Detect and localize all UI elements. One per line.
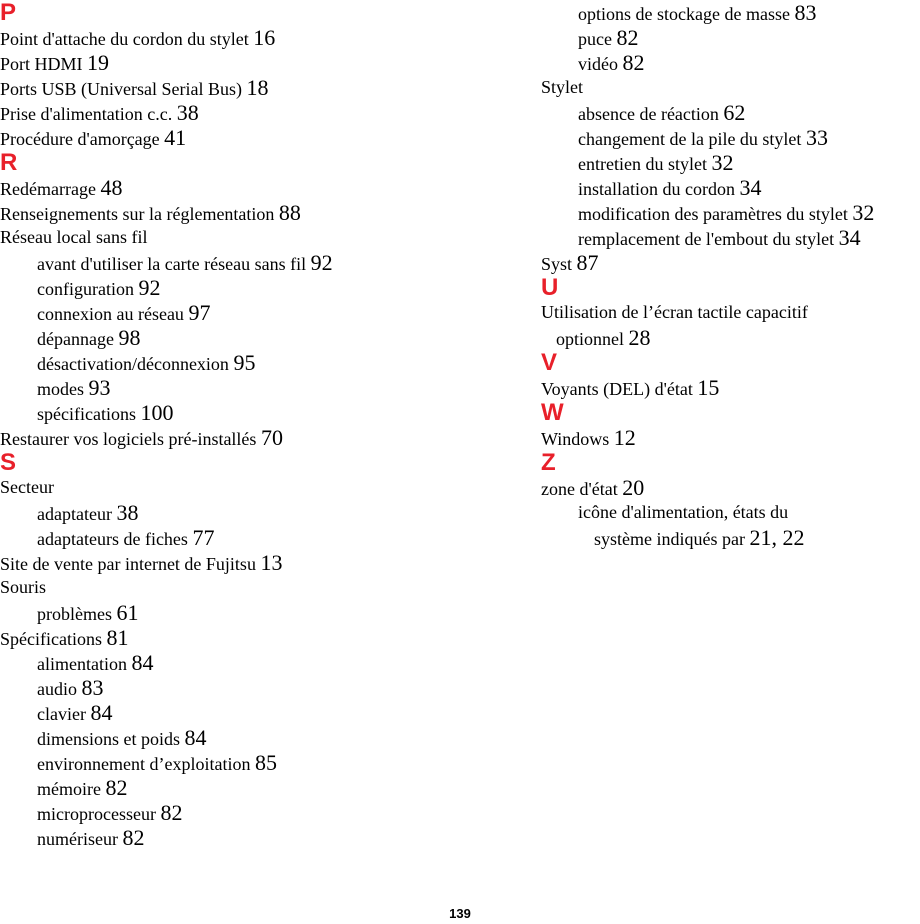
index-entry-label: Secteur <box>0 477 54 497</box>
index-entry-label: environnement d’exploitation <box>37 754 251 774</box>
index-entry-label: système indiqués par <box>594 529 745 549</box>
index-page-reference[interactable]: 84 <box>131 650 154 675</box>
index-subentry <box>0 675 440 700</box>
index-entry-label: Redémarrage <box>0 179 96 199</box>
index-subentry <box>0 325 440 350</box>
index-subentry <box>541 50 920 75</box>
index-subentry <box>0 350 440 375</box>
index-page-reference[interactable]: 15 <box>697 375 720 400</box>
index-subentry <box>0 750 440 775</box>
index-entry-label: numériseur <box>37 829 118 849</box>
index-page-reference[interactable]: 82 <box>122 825 145 850</box>
index-entry-label: changement de la pile du stylet <box>578 129 802 149</box>
index-subentry <box>0 275 440 300</box>
index-entry-label: modes <box>37 379 84 399</box>
index-page-reference[interactable]: 83 <box>81 675 104 700</box>
index-letter-heading: V <box>541 349 558 376</box>
index-entry <box>541 425 920 450</box>
index-entry-label: entretien du stylet <box>578 154 707 174</box>
index-page-reference[interactable]: 95 <box>233 350 256 375</box>
index-entry-label: puce <box>578 29 612 49</box>
index-entry-label: installation du cordon <box>578 179 735 199</box>
index-subentry <box>541 500 920 525</box>
index-entry <box>0 625 440 650</box>
index-entry-label: Prise d'alimentation c.c. <box>0 104 173 124</box>
index-page-reference[interactable]: 38 <box>176 100 199 125</box>
index-page-reference[interactable]: 62 <box>723 100 746 125</box>
index-letter-heading: R <box>0 149 18 176</box>
index-page-reference[interactable]: 32 <box>711 150 734 175</box>
index-subentry <box>541 200 920 225</box>
index-entry-label: configuration <box>37 279 134 299</box>
index-entry-label: Windows <box>541 429 610 449</box>
index-page-reference[interactable]: 70 <box>260 425 283 450</box>
index-page-reference[interactable]: 92 <box>310 250 333 275</box>
index-entry-label: dépannage <box>37 329 114 349</box>
index-subentry <box>541 175 920 200</box>
index-entry-label: alimentation <box>37 654 127 674</box>
index-page-reference[interactable]: 84 <box>184 725 207 750</box>
index-entry-label: Syst <box>541 254 573 274</box>
index-entry-label: microprocesseur <box>37 804 156 824</box>
index-entry-label: optionnel <box>556 329 624 349</box>
index-page-reference[interactable]: 82 <box>105 775 128 800</box>
index-subentry <box>0 300 440 325</box>
index-entry <box>0 175 440 200</box>
index-page-reference[interactable]: 87 <box>576 250 599 275</box>
index-page-reference[interactable]: 12 <box>613 425 636 450</box>
index-entry-label: Procédure d'amorçage <box>0 129 160 149</box>
index-subentry <box>541 125 920 150</box>
index-subentry <box>541 100 920 125</box>
index-subentry <box>0 500 440 525</box>
index-page-reference[interactable]: 41 <box>164 125 187 150</box>
index-page-reference[interactable]: 16 <box>253 25 276 50</box>
index-entry-label: désactivation/déconnexion <box>37 354 229 374</box>
index-column-left <box>0 0 440 850</box>
index-page-reference[interactable]: 82 <box>160 800 183 825</box>
index-entry-label: options de stockage de masse <box>578 4 790 24</box>
index-page-reference[interactable]: 82 <box>622 50 645 75</box>
index-entry-label: modification des paramètres du stylet <box>578 204 848 224</box>
index-subentry <box>0 825 440 850</box>
index-entry-label: connexion au réseau <box>37 304 184 324</box>
index-page-reference[interactable]: 98 <box>118 325 141 350</box>
index-subentry <box>0 800 440 825</box>
index-entry-label: zone d'état <box>541 479 618 499</box>
index-page-reference[interactable]: 85 <box>254 750 277 775</box>
index-entry <box>0 125 440 150</box>
index-entry <box>0 425 440 450</box>
index-letter-heading: Z <box>541 449 556 476</box>
index-entry-label: vidéo <box>578 54 618 74</box>
index-subentry <box>0 650 440 675</box>
page-number: 139 <box>449 906 471 921</box>
index-page-reference[interactable]: 92 <box>138 275 161 300</box>
index-page-reference[interactable]: 21, 22 <box>749 525 805 550</box>
index-letter-heading: S <box>0 449 17 476</box>
index-page-reference[interactable]: 84 <box>90 700 113 725</box>
index-entry <box>541 475 920 500</box>
index-page-reference[interactable]: 13 <box>260 550 283 575</box>
index-entry-label: Ports USB (Universal Serial Bus) <box>0 79 242 99</box>
index-entry <box>541 300 920 325</box>
index-subentry <box>541 325 920 350</box>
index-entry-label: adaptateurs de fiches <box>37 529 188 549</box>
index-entry-label: icône d'alimentation, états du <box>578 502 789 522</box>
index-subentry <box>0 600 440 625</box>
index-entry-label: adaptateur <box>37 504 112 524</box>
index-page-reference[interactable]: 34 <box>739 175 762 200</box>
index-entry-label: dimensions et poids <box>37 729 180 749</box>
index-entry-label: Voyants (DEL) d'état <box>541 379 693 399</box>
index-subentry <box>0 700 440 725</box>
index-entry-label: Renseignements sur la réglementation <box>0 204 275 224</box>
index-entry <box>0 25 440 50</box>
index-entry-label: absence de réaction <box>578 104 719 124</box>
index-page-reference[interactable]: 100 <box>140 400 174 425</box>
index-entry-label: Point d'attache du cordon du stylet <box>0 29 249 49</box>
index-page-reference[interactable]: 18 <box>246 75 269 100</box>
index-letter-heading: U <box>541 274 559 301</box>
index-entry-label: remplacement de l'embout du stylet <box>578 229 835 249</box>
index-subentry <box>0 725 440 750</box>
index-page-reference[interactable]: 97 <box>188 300 211 325</box>
index-page-reference[interactable]: 61 <box>116 600 139 625</box>
index-entry <box>541 250 920 275</box>
index-subentry <box>541 525 920 550</box>
index-subentry <box>541 150 920 175</box>
index-entry <box>0 575 440 600</box>
index-page-reference[interactable]: 20 <box>622 475 645 500</box>
index-subentry <box>0 250 440 275</box>
index-letter-heading: W <box>541 399 564 426</box>
index-entry <box>541 75 920 100</box>
index-subentry <box>0 375 440 400</box>
index-page-reference[interactable]: 38 <box>116 500 139 525</box>
index-page-reference[interactable]: 34 <box>838 225 861 250</box>
index-entry <box>541 375 920 400</box>
index-entry-label: audio <box>37 679 77 699</box>
index-subentry <box>541 0 920 25</box>
index-page-reference[interactable]: 88 <box>278 200 301 225</box>
index-entry-label: avant d'utiliser la carte réseau sans fil <box>37 254 307 274</box>
index-entry-label: mémoire <box>37 779 101 799</box>
index-entry-label: Stylet <box>541 77 584 97</box>
index-page-reference[interactable]: 77 <box>192 525 215 550</box>
index-entry-label: Utilisation de l’écran tactile capacitif <box>541 302 808 322</box>
index-entry-label: Réseau local sans fil <box>0 227 148 247</box>
index-subentry <box>541 225 920 250</box>
index-entry-label: Site de vente par internet de Fujitsu <box>0 554 256 574</box>
index-page-reference[interactable]: 48 <box>100 175 123 200</box>
index-entry-label: Restaurer vos logiciels pré-installés <box>0 429 257 449</box>
index-subentry <box>541 25 920 50</box>
index-page-reference[interactable]: 82 <box>616 25 639 50</box>
index-entry-label: spécifications <box>37 404 136 424</box>
index-subentry <box>0 525 440 550</box>
index-entry <box>0 200 440 225</box>
index-entry-label: Port HDMI <box>0 54 83 74</box>
index-subentry <box>0 400 440 425</box>
index-entry-label: problèmes <box>37 604 112 624</box>
index-column-right <box>541 0 920 550</box>
index-entry <box>0 100 440 125</box>
index-page-reference[interactable]: 93 <box>88 375 111 400</box>
index-page-reference[interactable]: 81 <box>106 625 129 650</box>
index-entry <box>0 475 440 500</box>
index-entry-label: Spécifications <box>0 629 102 649</box>
index-page-reference[interactable]: 28 <box>628 325 651 350</box>
index-letter-heading: P <box>0 0 17 26</box>
index-page-reference[interactable]: 33 <box>805 125 828 150</box>
index-entry-label: clavier <box>37 704 86 724</box>
index-page-reference[interactable]: 32 <box>852 200 875 225</box>
index-entry <box>0 550 440 575</box>
index-page-reference[interactable]: 19 <box>87 50 110 75</box>
index-page-reference[interactable]: 83 <box>794 0 817 25</box>
index-entry <box>0 75 440 100</box>
index-entry <box>0 225 440 250</box>
index-entry <box>0 50 440 75</box>
index-entry-label: Souris <box>0 577 47 597</box>
index-subentry <box>0 775 440 800</box>
